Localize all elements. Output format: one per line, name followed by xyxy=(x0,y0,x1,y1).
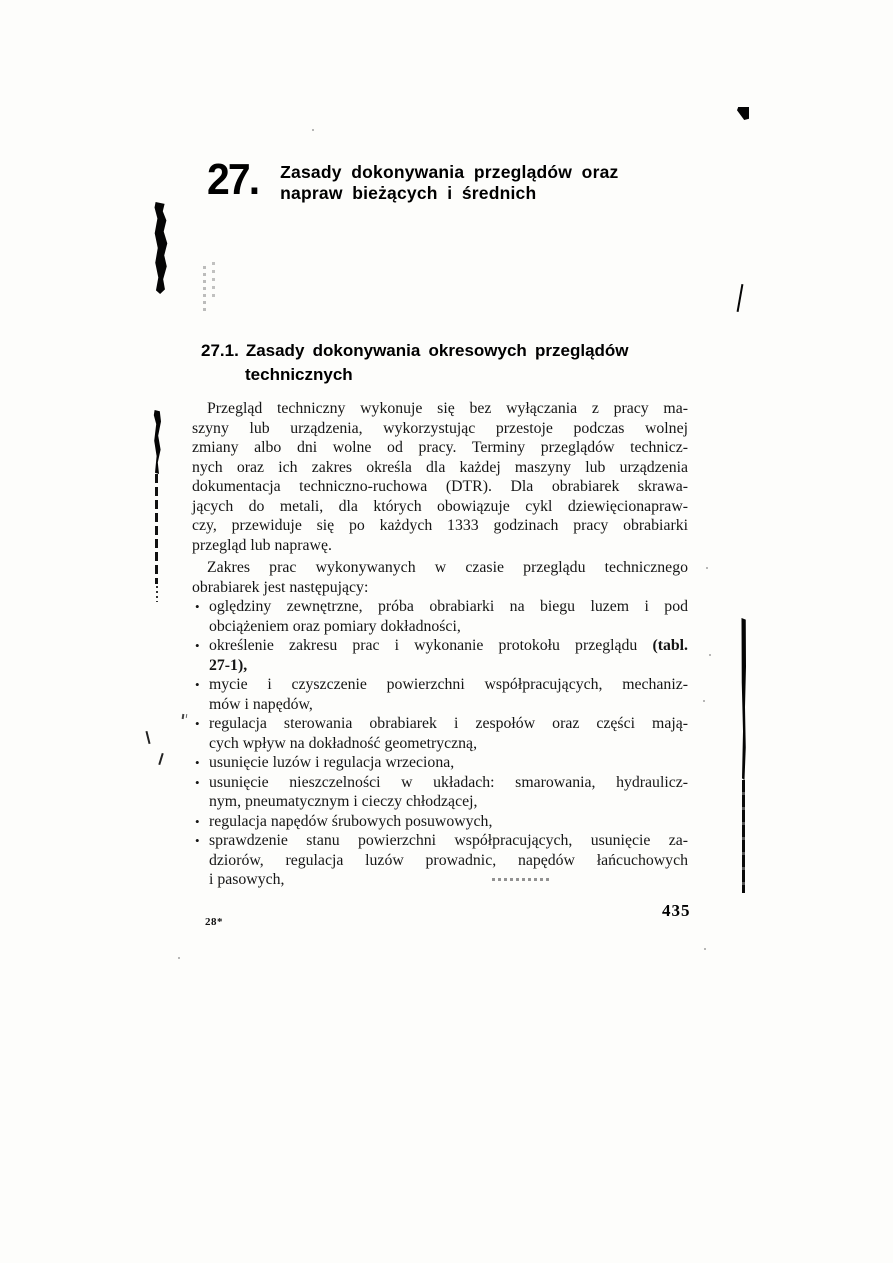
section-heading xyxy=(201,339,629,386)
bullet-icon: • xyxy=(195,755,200,770)
section-title-line: Zasady dokonywania okresowych przeglądów xyxy=(245,341,629,360)
section-number: 27.1. xyxy=(201,341,239,360)
text-line: regulacja napędów śrubowych posuwowych, xyxy=(209,812,493,830)
text-line: czy, przewiduje się po każdych 1333 godzinach pracy obrabiarki xyxy=(192,517,688,534)
text-line: dziorów, regulacja luzów prowadnic, napędów łańcuchowych xyxy=(209,851,688,869)
scan-artifact-left-blob xyxy=(152,202,170,294)
bullet-list xyxy=(192,597,688,890)
scan-artifact-specks xyxy=(212,262,215,298)
scan-artifact-dot xyxy=(178,957,180,959)
text-line: jących do metali, dla których obowiązuje cykl dziewięcionapraw- xyxy=(192,497,688,515)
list-item xyxy=(192,714,688,753)
list-item xyxy=(192,753,688,773)
scan-artifact-margin-mark xyxy=(182,714,185,719)
text-line: mycie i czyszczenie powierzchni współpracujących, mechaniz- xyxy=(209,676,688,693)
text-line: szyny lub urządzenia, wykorzystując przestoje podczas wolnej xyxy=(192,419,688,437)
bullet-icon: • xyxy=(195,774,200,790)
text-line: cych wpływ na dokładność geometryczną, xyxy=(209,734,478,752)
text-line: nych oraz ich zakres określa dla każdej maszyny lub urządzenia xyxy=(192,458,688,476)
text-line: obrabiarek jest następujący: xyxy=(192,578,369,596)
text-line: mów i napędów, xyxy=(209,695,313,713)
table-reference: 27-1), xyxy=(209,656,248,674)
text-line: obciążeniem oraz pomiary dokładności, xyxy=(209,617,461,635)
scan-artifact-left-streak xyxy=(155,474,158,584)
text-line: zmiany albo dni wolne od pracy. Terminy przeglądów technicz- xyxy=(192,439,688,456)
list-item xyxy=(192,773,688,812)
section-title-line: technicznych xyxy=(245,364,353,384)
text-line: nym, pneumatycznym i cieczy chłodzącej, xyxy=(209,793,478,810)
list-item xyxy=(192,831,688,890)
text-line xyxy=(209,636,688,656)
text-line: usunięcie nieszczelności w układach: smarowania, hydraulicz- xyxy=(209,773,688,791)
page-number: 435 xyxy=(662,901,691,920)
scan-artifact-dot xyxy=(312,129,314,131)
text-line: i pasowych, xyxy=(209,871,285,888)
list-item xyxy=(192,812,688,832)
chapter-title-line: napraw bieżących i średnich xyxy=(280,182,537,203)
signature-mark: 28* xyxy=(205,916,223,928)
scan-artifact-left-streak xyxy=(156,586,158,602)
text-line: dokumentacja techniczno-ruchowa (DTR). Dla obrabiarek skrawa- xyxy=(192,478,688,495)
text-line: Przegląd techniczny wykonuje się bez wyłączania z pracy ma- xyxy=(207,400,688,417)
text-line: Zakres prac wykonywanych w czasie przeglądu technicznego xyxy=(207,559,688,576)
bullet-icon: • xyxy=(195,599,200,614)
scan-artifact-dot xyxy=(706,567,708,569)
scan-artifact-dot xyxy=(703,700,705,702)
scan-artifact-right-bar xyxy=(741,618,746,780)
bullet-icon: • xyxy=(195,638,200,653)
list-item xyxy=(192,597,688,636)
text-line: sprawdzenie stanu powierzchni współpracujących, usunięcie za- xyxy=(209,832,688,849)
chapter-heading xyxy=(207,155,619,204)
scan-artifact-margin-mark xyxy=(145,731,150,744)
text-line: przegląd lub naprawę. xyxy=(192,536,332,554)
bullet-icon: • xyxy=(195,813,200,829)
chapter-title xyxy=(280,162,618,203)
bullet-icon: • xyxy=(195,716,200,731)
scan-artifact-right-bar xyxy=(742,780,745,893)
scan-artifact-specks xyxy=(203,266,206,312)
table-reference: (tabl. xyxy=(652,637,688,654)
text-segment: określenie zakresu prac i wykonanie protokołu przeglądu xyxy=(209,637,638,654)
scan-artifact-margin-mark xyxy=(186,714,188,718)
bullet-icon: • xyxy=(195,833,200,848)
paragraph xyxy=(192,558,688,597)
paragraph xyxy=(192,399,688,555)
scan-artifact-margin-mark xyxy=(158,753,163,765)
bullet-icon: • xyxy=(195,677,200,692)
text-line: regulacja sterowania obrabiarek i zespołów oraz części mają- xyxy=(209,715,688,732)
text-line: oględziny zewnętrzne, próba obrabiarki na biegu luzem i pod xyxy=(209,598,688,615)
scan-artifact-corner-mark xyxy=(737,107,749,120)
list-item xyxy=(192,675,688,714)
chapter-title-line: Zasady dokonywania przeglądów oraz xyxy=(280,162,619,182)
chapter-number: 27. xyxy=(207,155,259,204)
scan-artifact-right-diagonal xyxy=(737,284,744,312)
scan-artifact-dot xyxy=(704,948,706,950)
scan-artifact-smudge xyxy=(492,878,550,881)
scan-artifact-dot xyxy=(709,654,711,656)
text-line: usunięcie luzów i regulacja wrzeciona, xyxy=(209,754,455,771)
scan-artifact-left-streak xyxy=(153,410,161,474)
section-heading-line xyxy=(201,339,629,363)
list-item xyxy=(192,636,688,675)
body-text-column xyxy=(192,399,688,890)
